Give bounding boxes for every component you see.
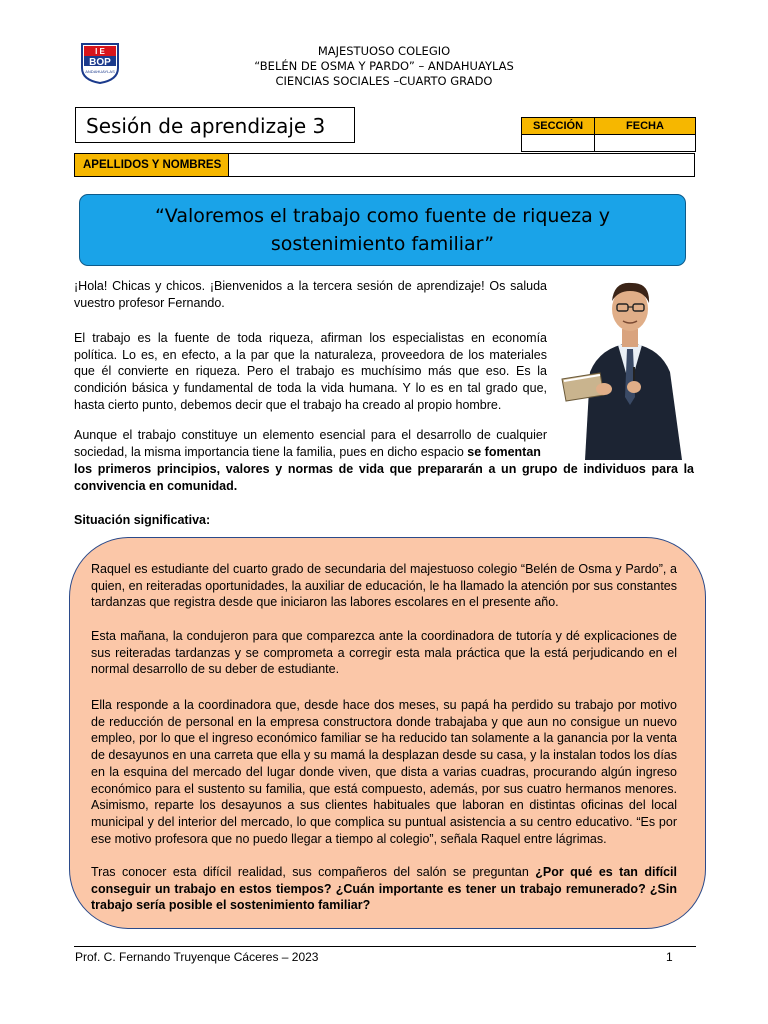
family-text: Aunque el trabajo constituye un elemento esencial para el desarrollo de cualquier sociedad, la misma importancia tiene la familia, pues en dicho espacio	[74, 428, 547, 459]
situation-paragraph-3: Ella responde a la coordinadora que, desde hace dos meses, su papá ha perdido su trabajo por motivo de reducción de personal en la empresa constructora donde trabajaba y que aun no consigue un nuevo empleo, por lo que el ingreso económico familiar se ha reducido tan solamente a la ganancia por la venta de desayunos en una carreta que ella y su mamá la desplazan desde su casa, y la instalan todos los días en la esquina del mercado del lugar donde viven, que dista a varias cuadras, procurando algún ingreso económico para el sustento su familia, que está compuesto, además, por sus cuatro hermanos menores. Asimismo, reparte los desayunos a sus clientes habituales que laboran en distintas oficinas del local municipal y del interior del mercado, lo que complica su puntual asistencia a su centro educativo. “Es por ese motivo profesora que no puedo llegar a tiempo al colegio”, señala Raquel entre lágrimas.	[91, 698, 677, 846]
situation-paragraph-1: Raquel es estudiante del cuarto grado de secundaria del majestuoso colegio “Belén de Osma y Pardo”, a quien, en reiteradas oportunidades, la auxiliar de educación, le ha llamado la atención por sus constantes tardanzas que registra desde que iniciaron las labores escolares en el presente año.	[91, 562, 677, 610]
section-label: SECCIÓN	[522, 118, 595, 135]
topic-banner	[79, 194, 686, 266]
date-field[interactable]	[595, 135, 696, 152]
svg-text:BOP: BOP	[89, 57, 111, 68]
family-paragraph-b: los primeros principios, valores y normas de vida que prepararán a un grupo de individuos para la convivencia en comunidad.	[74, 462, 694, 493]
footer-author: Prof. C. Fernando Truyenque Cáceres – 2023	[75, 950, 319, 964]
session-title-box	[75, 107, 355, 143]
names-label: APELLIDOS Y NOMBRES	[75, 154, 229, 176]
page-number: 1	[666, 950, 673, 964]
situation-heading: Situación significativa:	[74, 513, 211, 527]
school-name-line1: MAJESTUOSO COLEGIO	[317, 44, 451, 58]
situation-paragraph-4	[91, 864, 677, 914]
school-header	[200, 44, 568, 89]
date-label: FECHA	[595, 118, 696, 135]
situation-questions: ¿Por qué es tan difícil conseguir un trabajo en estos tiempos? ¿Cuán importante es tener un trabajo remunerado? ¿Sin trabajo sería posible el sostenimiento familiar?	[91, 865, 677, 913]
session-title: Sesión de aprendizaje 3	[86, 114, 326, 138]
section-field[interactable]	[522, 135, 595, 152]
course-line: CIENCIAS SOCIALES –CUARTO GRADO	[275, 74, 493, 88]
school-name-line2: “BELÉN DE OSMA Y PARDO” – ANDAHUAYLAS	[254, 59, 514, 73]
topic-title-line2: sostenimiento familiar”	[270, 233, 495, 255]
situation-intro: Tras conocer esta difícil realidad, sus compañeros del salón se preguntan	[91, 865, 529, 879]
family-emphasis: se fomentan	[467, 444, 541, 459]
section-date-table	[521, 117, 696, 152]
family-paragraph-a	[74, 427, 547, 460]
greeting-paragraph: ¡Hola! Chicas y chicos. ¡Bienvenidos a la tercera sesión de aprendizaje! Os saluda vuestro profesor Fernando.	[74, 279, 547, 310]
names-row	[74, 153, 695, 177]
topic-title-line1: “Valoremos el trabajo como fuente de riqueza y	[154, 205, 611, 227]
school-logo	[80, 42, 120, 84]
footer-divider	[74, 946, 696, 947]
teacher-photo	[560, 277, 700, 460]
work-paragraph: El trabajo es la fuente de toda riqueza, afirman los especialistas en economía política. Lo es, en efecto, a la par que la naturaleza, proveedora de los materiales que él convierte en riqueza. Pero el trabajo es muchísimo más que eso. Es la condición básica y fundamental de toda la vida humana. Y lo es en tal grado que, hasta cierto punto, debemos decir que el trabajo ha creado al propio hombre.	[74, 331, 547, 412]
svg-text:ANDAHUAYLAS: ANDAHUAYLAS	[85, 69, 115, 74]
svg-text:I E: I E	[95, 47, 105, 56]
situation-paragraph-2: Esta mañana, la condujeron para que comparezca ante la coordinadora de tutoría y dé explicaciones de sus reiteradas tardanzas y se comprometa a corregir esta mala práctica que la está perjudicando en el normal desarrollo de su deber de estudiante.	[91, 629, 677, 677]
